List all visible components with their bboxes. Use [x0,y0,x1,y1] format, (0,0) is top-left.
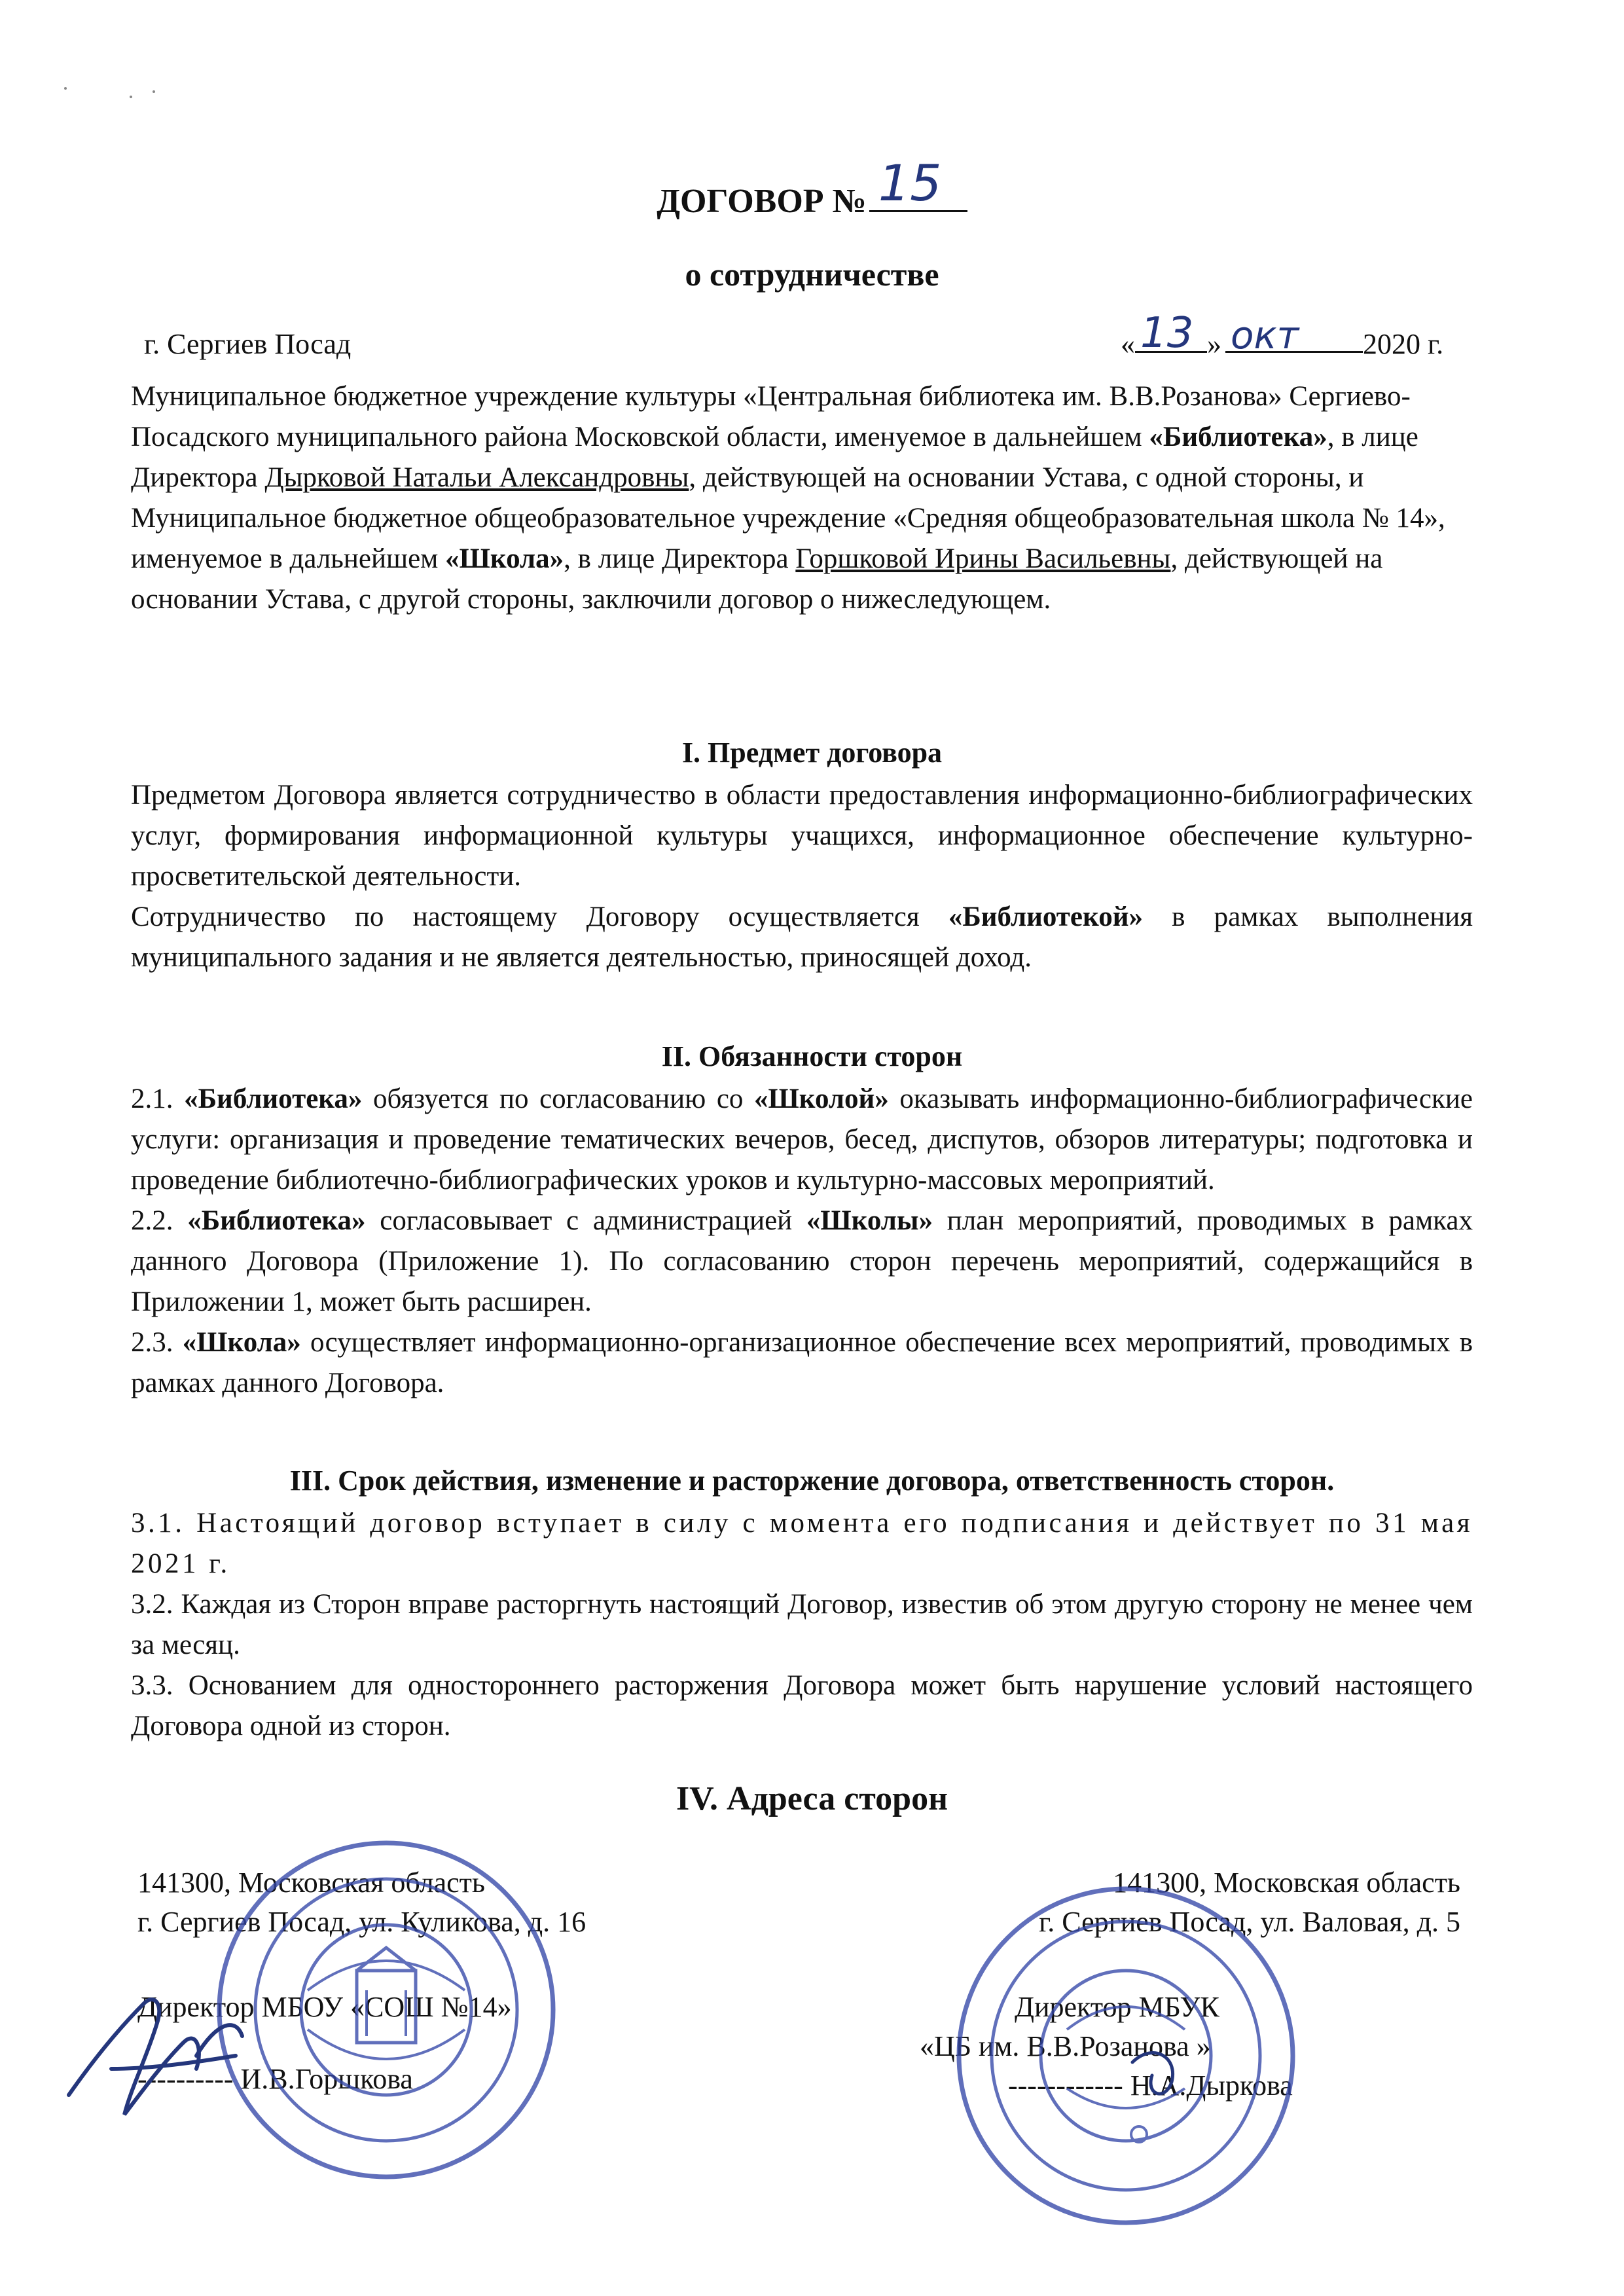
clause-2-2-bold-1: «Библиотека» [187,1205,366,1236]
intro-bold-library: «Библиотека» [1149,422,1327,452]
section-2-body [131,1079,1473,1404]
intro-school-director: Горшковой Ирины Васильевны [795,543,1171,574]
contract-date [1121,309,1461,365]
document-title [0,154,1624,221]
library-director-title-1: Директор МБУК [1015,1991,1219,2023]
s1p2-text-a: Сотрудничество по настоящему Договору осуществляется [131,902,948,932]
section-2-heading: II. Обязанности сторон [661,1040,963,1072]
date-year: 2020 г. [1363,328,1444,360]
school-address-line-1: 141300, Московская область [137,1867,485,1899]
clause-2-1-number: 2.1. [131,1084,185,1114]
section-1-paragraph-1: Предметом Договора является сотрудничество в области предоставления информационно-библиографических услуг, формирования информационной культуры учащихся, информационное обеспечение культурно-просветительской деятельности. [131,780,1473,892]
section-3-heading: III. Срок действия, изменение и расторжение договора, ответственность сторон. [289,1465,1335,1497]
clause-2-1-bold-1: «Библиотека» [184,1084,363,1114]
library-director-title-2: «ЦБ им. В.В.Розанова » [920,2030,1211,2062]
s1p2-bold: «Библиотекой» [948,902,1143,932]
school-director-name: ---------- И.В.Горшкова [137,2063,413,2095]
library-address-line-2: г. Сергиев Посад, ул. Валовая, д. 5 [1039,1906,1460,1938]
clause-2-2-number: 2.2. [131,1205,188,1236]
clause-2-1 [131,1079,1473,1201]
clause-3-3: 3.3. Основанием для одностороннего расторжения Договора может быть нарушение условий настоящего Договора одной из сторон. [131,1670,1473,1741]
clause-3-1: 3.1. Настоящий договор вступает в силу с момента его подписания и действует по 31 мая 2021 г. [131,1508,1473,1579]
section-1-paragraph-2 [131,897,1473,978]
intro-bold-school: «Школа» [445,543,564,574]
library-address-line-1: 141300, Московская область [1113,1867,1460,1899]
intro-text-4: , в лице Директора [564,543,796,574]
handwritten-date-day: 13 [1140,309,1194,357]
clause-2-2-text-2: план мероприятий, проводимых в рамках данного Договора (Приложение 1). По согласованию сторон перечень мероприятий, содержащийся в Приложении 1, может быть расширен. [131,1205,1473,1317]
document-subtitle: о сотрудничестве [685,256,939,293]
clause-2-2 [131,1201,1473,1322]
handwritten-date-month: окт [1231,313,1299,357]
library-director-name: ------------ Н.А.Дыркова [1008,2069,1293,2102]
clause-2-3-text: осуществляет информационно-организационное обеспечение всех мероприятий, проводимых в рамках данного Договора. [131,1327,1473,1398]
section-1-body [131,775,1473,978]
city-name: г. Сергиев Посад [144,328,352,360]
clause-2-1-text-2: оказывать информационно-библиографические услуги: организация и проведение тематических вечеров, бесед, диспутов, обзоров литературы; подготовка и проведение библиотечно-библиографических уроков и культурно-массовых мероприятий. [131,1084,1473,1195]
clause-3-2: 3.2. Каждая из Сторон вправе расторгнуть настоящий Договор, известив об этом другую сторону не менее чем за месяц. [131,1589,1473,1660]
section-1-heading: I. Предмет договора [681,737,943,769]
s1p2-text-c: в рамках выполнения муниципального задания и не является деятельностью, приносящей доход. [131,902,1473,973]
title-number-field [869,154,967,212]
school-director-title: Директор МБОУ «СОШ №14» [137,1991,512,2023]
date-open-quote: « [1121,328,1135,360]
clause-2-3-bold: «Школа» [182,1327,301,1358]
clause-2-1-bold-2: «Школой» [754,1084,889,1114]
intro-text-3: , действующей на основании Устава, с одной стороны, и Муниципальное бюджетное общеобразовательное учреждение «Средняя общеобразовательная школа № 14», именуемое в дальнейшем [131,462,1445,574]
intro-text-2: , в лице Директора [131,422,1418,493]
clause-2-3 [131,1322,1473,1404]
section-3-body [131,1503,1473,1747]
date-close-quote: » [1207,328,1221,360]
clause-2-3-number: 2.3. [131,1327,183,1358]
intro-text-1: Муниципальное бюджетное учреждение культуры «Центральная библиотека им. В.В.Розанова» Сергиево-Посадского муниципального района Московской области, именуемое в дальнейшем [131,381,1411,452]
handwritten-title-number: 15 [878,154,942,212]
school-address [137,1863,586,1942]
library-address [1039,1863,1460,1942]
scan-specks [64,87,155,98]
intro-text-5: , действующей на основании Устава, с другой стороны, заключили договор о нижеследующем. [131,543,1383,615]
clause-2-1-text-1: обязуется по согласованию со [362,1084,755,1114]
clause-2-2-text-1: согласовывает с администрацией [365,1205,806,1236]
school-address-line-2: г. Сергиев Посад, ул. Куликова, д. 16 [137,1906,586,1938]
intro-paragraph [131,376,1473,620]
title-prefix: ДОГОВОР № [657,183,867,220]
intro-library-director: Дырковой Натальи Александровны [264,462,689,493]
section-4-heading: IV. Адреса сторон [676,1780,948,1817]
clause-2-2-bold-2: «Школы» [806,1205,933,1236]
